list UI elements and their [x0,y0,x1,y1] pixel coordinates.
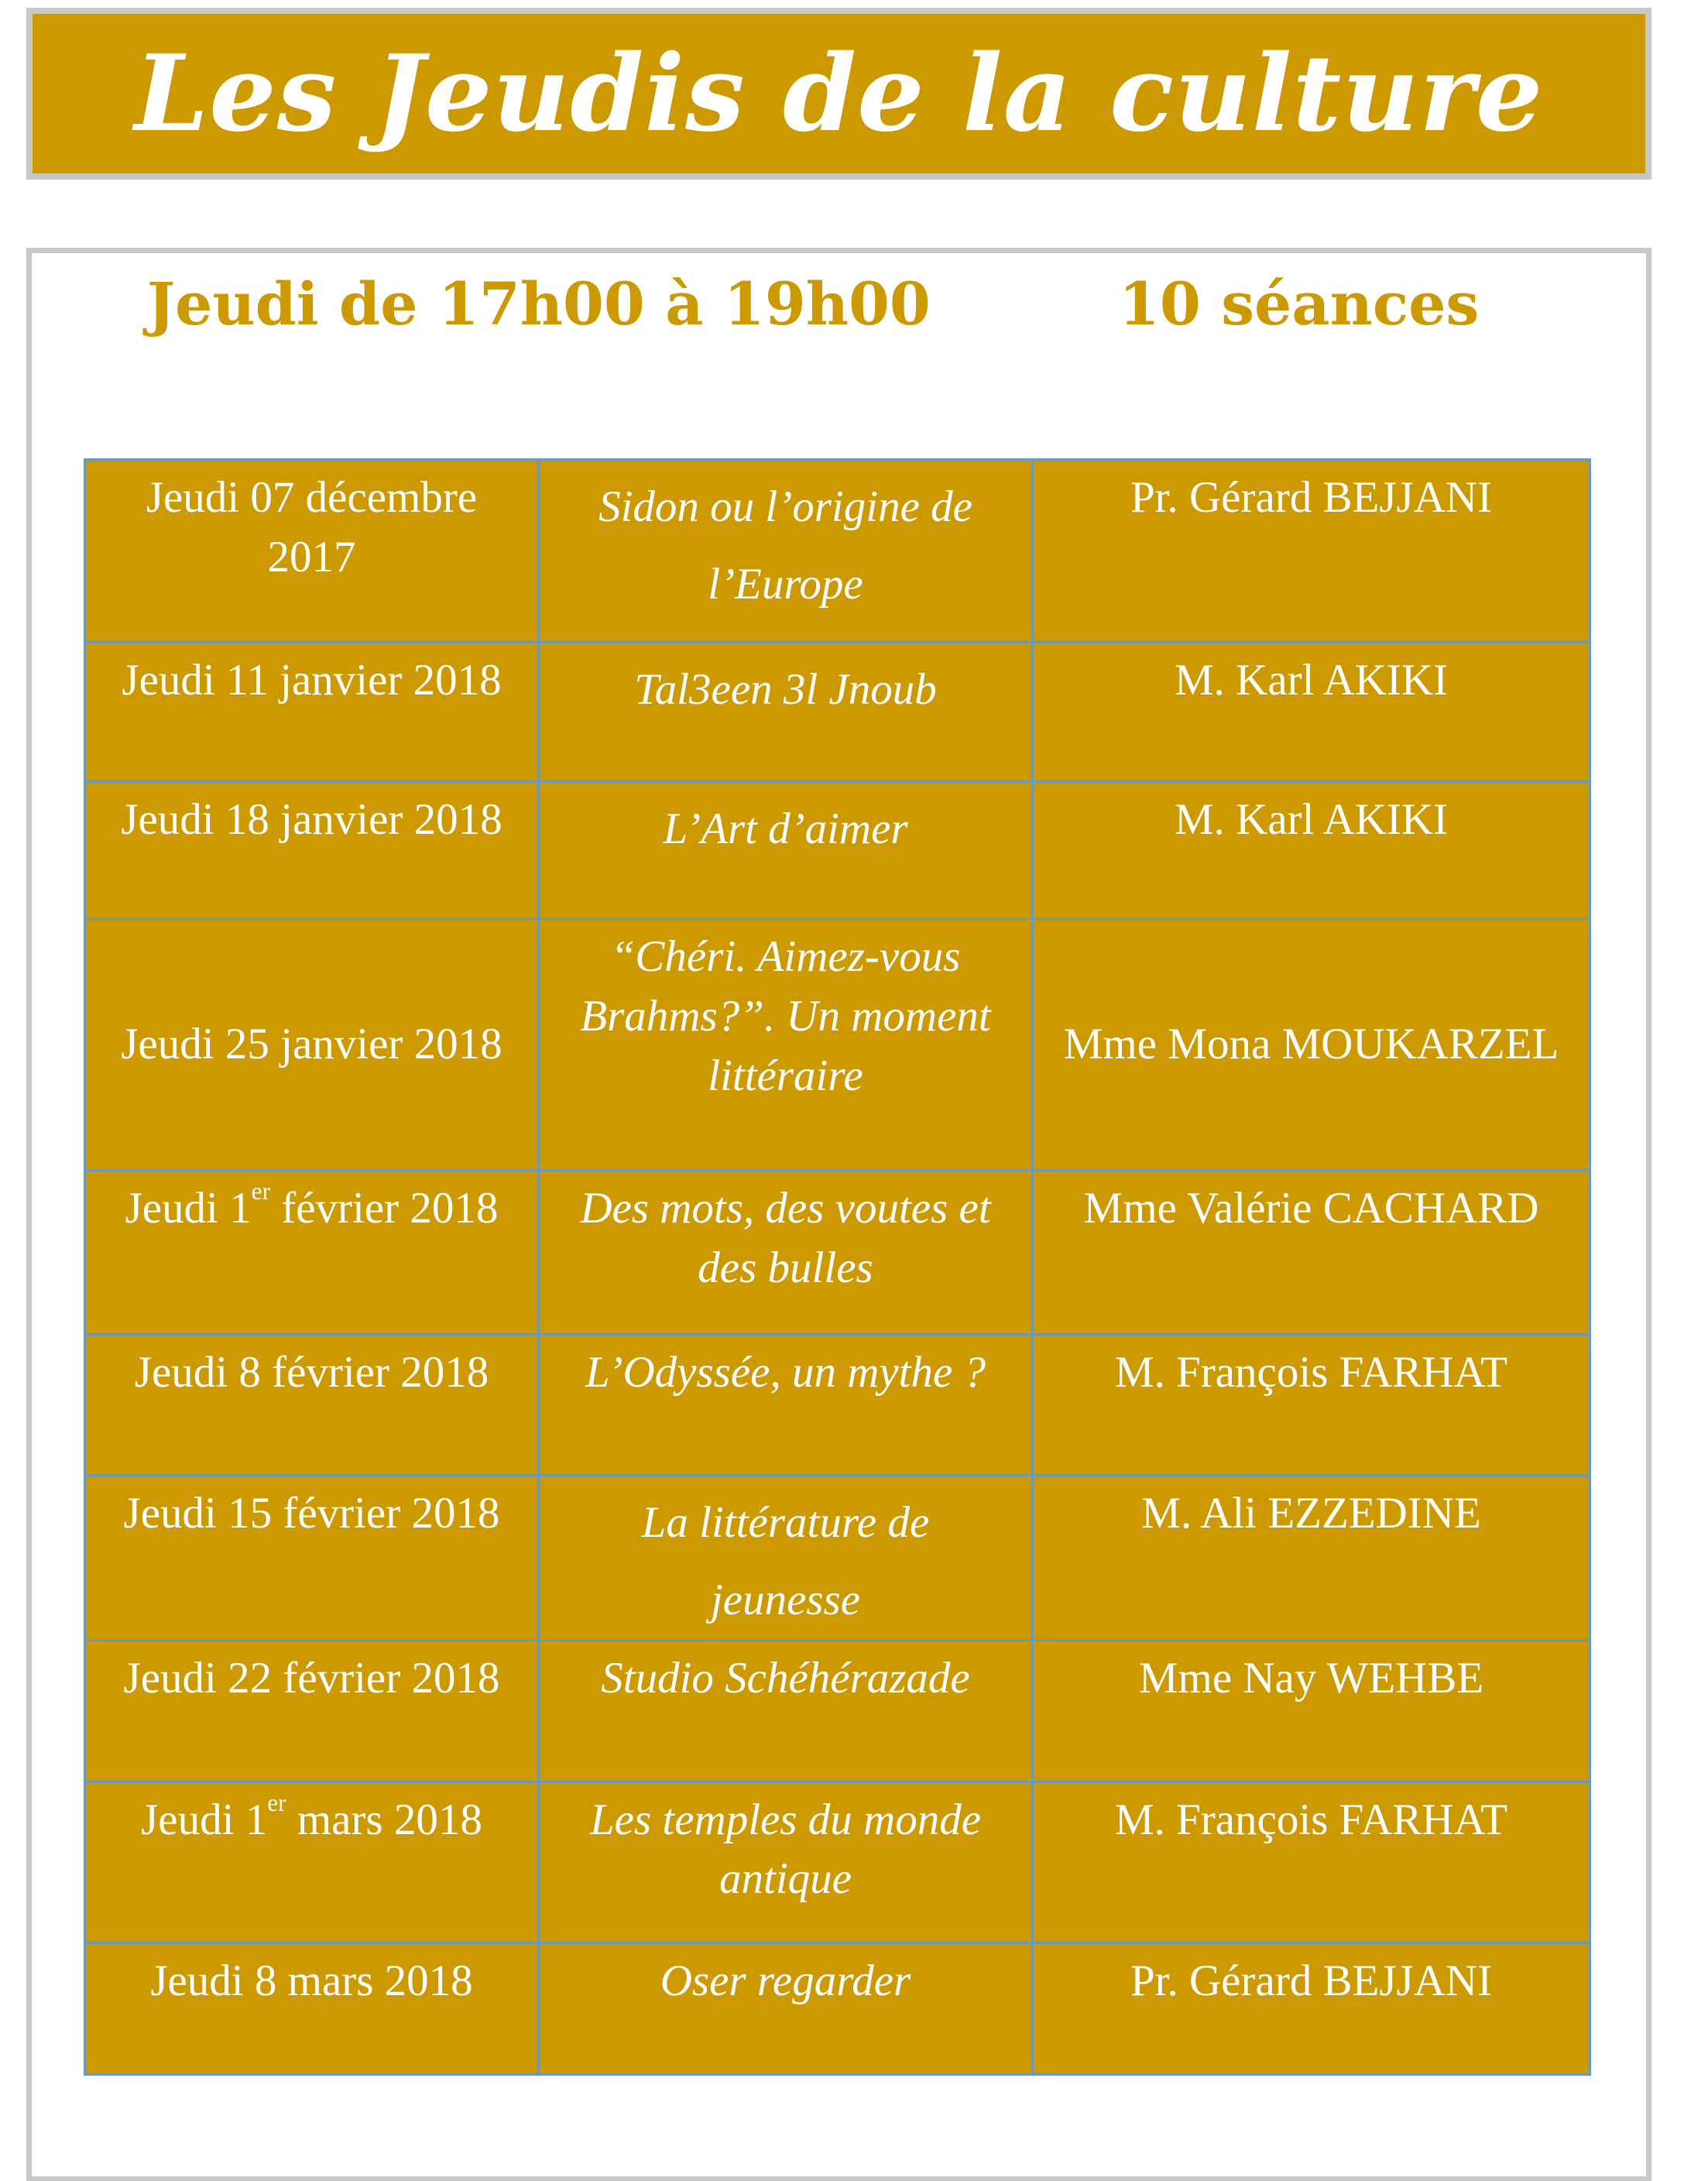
table-row [85,1943,1590,2074]
date-suffix: février 2018 [270,1184,499,1233]
title-banner [26,8,1651,180]
session-date: Jeudi 15 février 2018 [85,1476,539,1641]
table-row [85,1171,1590,1335]
session-topic: Sidon ou l’origine de l’Europe [539,460,1033,643]
table-row [85,1781,1590,1943]
session-date: Jeudi 8 mars 2018 [85,1943,539,2074]
session-count: 10 séances [1119,269,1480,338]
session-topic: Des mots, des voutes et des bulles [539,1171,1033,1335]
page-title: Les Jeudis de la culture [134,32,1544,156]
session-topic: L’Art d’aimer [539,782,1033,919]
session-topic: L’Odyssée, un mythe ? [539,1335,1033,1476]
session-speaker: Mme Valérie CACHARD [1033,1171,1590,1335]
session-topic: Les temples du monde antique [539,1781,1033,1943]
date-suffix: mars 2018 [286,1795,482,1844]
session-speaker: Mme Mona MOUKARZEL [1033,919,1590,1171]
table-row [85,460,1590,643]
session-speaker: Pr. Gérard BEJJANI [1033,1943,1590,2074]
table-row [85,1335,1590,1476]
session-date: Jeudi 25 janvier 2018 [85,919,539,1171]
session-date: Jeudi 22 février 2018 [85,1640,539,1781]
session-date [85,1171,539,1335]
session-speaker: M. Karl AKIKI [1033,782,1590,919]
session-speaker: M. François FARHAT [1033,1781,1590,1943]
session-speaker: Mme Nay WEHBE [1033,1640,1590,1781]
date-prefix: Jeudi 1 [125,1184,252,1233]
session-speaker: M. Ali EZZEDINE [1033,1476,1590,1641]
table-row [85,643,1590,782]
table-row [85,919,1590,1171]
session-topic: Oser regarder [539,1943,1033,2074]
topic-text: “Chéri. Aimez-vous Brahms?”. Un moment littéraire [580,932,991,1100]
session-date: Jeudi 11 janvier 2018 [85,643,539,782]
schedule-time: Jeudi de 17h00 à 19h00 [147,269,931,338]
session-date: Jeudi 8 février 2018 [85,1335,539,1476]
topic-line [563,928,1008,1106]
table-row [85,782,1590,919]
session-topic [539,919,1033,1171]
session-topic: Tal3een 3l Jnoub [539,643,1033,782]
date-ordinal: er [251,1178,271,1205]
date-prefix: Jeudi 1 [141,1795,268,1844]
table-row [85,1640,1590,1781]
session-speaker: Pr. Gérard BEJJANI [1033,460,1590,643]
schedule-table [84,458,1591,2076]
session-date: Jeudi 18 janvier 2018 [85,782,539,919]
session-topic: Studio Schéhérazade [539,1640,1033,1781]
session-topic: La littérature de jeunesse [539,1476,1033,1641]
session-date [85,1781,539,1943]
table-row [85,1476,1590,1641]
session-speaker: M. Karl AKIKI [1033,643,1590,782]
session-date: Jeudi 07 décembre 2017 [85,460,539,643]
date-ordinal: er [267,1788,286,1816]
session-speaker: M. François FARHAT [1033,1335,1590,1476]
